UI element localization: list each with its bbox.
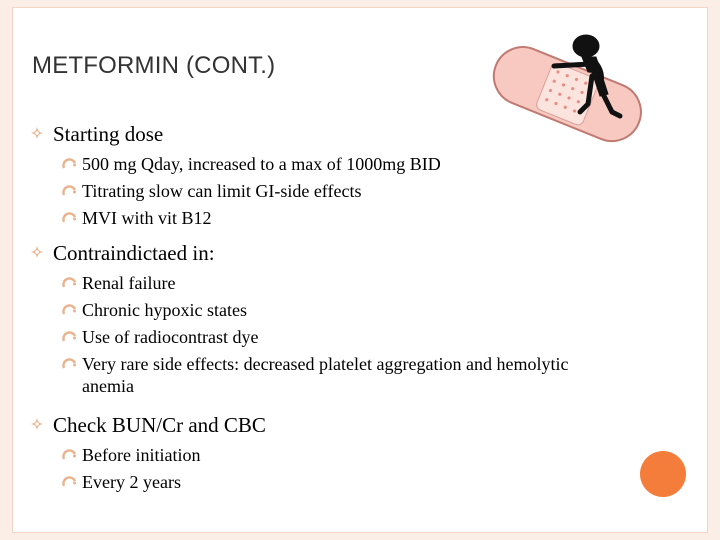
list-item [30, 299, 590, 321]
arc-bullet-icon [62, 303, 76, 317]
section-heading [30, 411, 590, 439]
bullet-list [30, 120, 590, 493]
list-item-text: Renal failure [82, 273, 176, 293]
section-heading [30, 120, 590, 148]
stylized-star-bullet-icon [30, 417, 44, 431]
list-item-text: Very rare side effects: decreased platelet aggregation and hemolytic anemia [82, 354, 569, 396]
section-heading [30, 239, 590, 267]
list-item-text: Chronic hypoxic states [82, 300, 247, 320]
arc-bullet-icon [62, 211, 76, 225]
list-item-text: Every 2 years [82, 472, 181, 492]
list-item [30, 272, 590, 294]
section-heading-text: Starting dose [53, 122, 164, 146]
arc-bullet-icon [62, 448, 76, 462]
arc-bullet-icon [62, 276, 76, 290]
list-item [30, 326, 590, 348]
list-item [30, 207, 590, 229]
arc-bullet-icon [62, 357, 76, 371]
list-item-text: 500 mg Qday, increased to a max of 1000mg BID [82, 154, 441, 174]
arc-bullet-icon [62, 157, 76, 171]
list-item [30, 153, 590, 175]
slide-title: METFORMIN (CONT.) [32, 52, 276, 79]
arc-bullet-icon [62, 475, 76, 489]
stylized-star-bullet-icon [30, 245, 44, 259]
list-item [30, 180, 590, 202]
arc-bullet-icon [62, 184, 76, 198]
arc-bullet-icon [62, 330, 76, 344]
list-item-text: Titrating slow can limit GI-side effects [82, 181, 362, 201]
decorative-orange-circle [640, 451, 686, 497]
list-item-text: MVI with vit B12 [82, 208, 212, 228]
list-item [30, 444, 590, 466]
list-item [30, 353, 590, 397]
section-heading-text: Contraindictaed in: [53, 241, 215, 265]
list-item [30, 471, 590, 493]
list-item-text: Before initiation [82, 445, 201, 465]
stylized-star-bullet-icon [30, 126, 44, 140]
list-item-text: Use of radiocontrast dye [82, 327, 259, 347]
section-heading-text: Check BUN/Cr and CBC [53, 413, 266, 437]
